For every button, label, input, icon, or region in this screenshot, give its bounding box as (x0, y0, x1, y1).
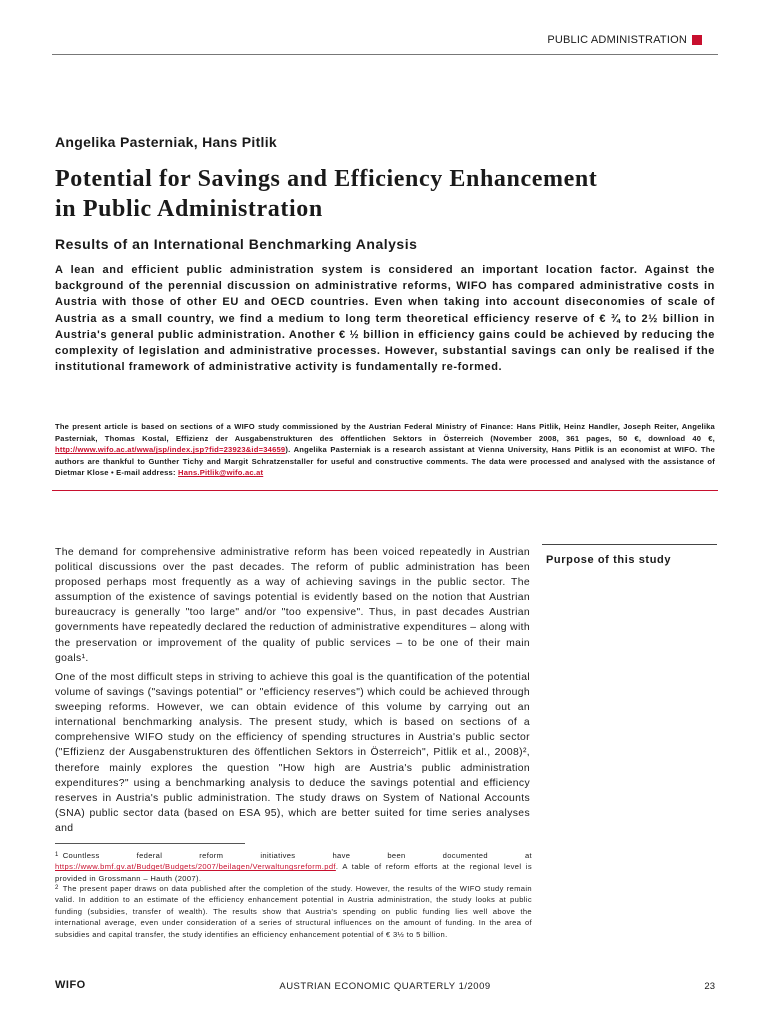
article-subtitle: Results of an International Benchmarking Analysis (55, 236, 418, 252)
source-note (55, 421, 715, 479)
footnote-text: The present paper draws on data published after the completion of the study. However, the results of the WIFO study remain valid. In addition to an estimate of the efficiency enhancement potential in Austria administration, the study looks at public funding (subsidies, transfer of wealth). The results show that Austria's spending on public funding lies well above the international average, even under consideration of a series of structural influences on the amount of funding. In the area of subsidies and capital transfer, the study identifies an efficiency enhancement potential of € 3½ to 5 billion. (55, 884, 532, 939)
header-divider (52, 54, 718, 55)
title-line-1: Potential for Savings and Efficiency Enhancement (55, 166, 598, 192)
side-heading: Purpose of this study (546, 554, 672, 566)
footnote-2 (55, 883, 532, 940)
study-link[interactable]: http://www.wifo.ac.at/wwa/jsp/index.jsp?fid=23923&id=34659 (55, 445, 286, 455)
footnote-number: 1 (55, 852, 59, 858)
abstract: A lean and efficient public administration system is considered an important location factor. Against the background of the perennial discussion on administrative reforms, WIFO has compared administrative costs in Austria with those of other EU and OECD countries. Even when taking into account diseconomies of scale of Austria as a small country, we find a medium to long term theoretical efficiency reserve of € ¾ to 2½ billion in Austria's general public administration. Another € ½ billion in efficiency gains could be achieved by reducing the complexity of legislation and administrative processes. However, substantial savings can only be realised if the institutional framework of administrative activity is fundamentally re-formed. (55, 264, 715, 374)
sidebar-divider (542, 544, 717, 545)
title-line-2: in Public Administration (55, 196, 323, 222)
wifo-logo: WIFO (55, 979, 86, 991)
section-label: PUBLIC ADMINISTRATION (547, 34, 687, 46)
red-square-icon (692, 35, 702, 45)
footnote-divider (55, 843, 245, 844)
footnote-1 (55, 850, 532, 884)
journal-name: AUSTRIAN ECONOMIC QUARTERLY 1/2009 (279, 981, 491, 992)
body-paragraph-1: The demand for comprehensive administrative reform has been voiced repeatedly in Austrian political discussions over the past decades. The reform of public administration has been proposed perhaps most frequently as a way of achieving savings in the public sector. The assumption of the existence of savings potential is evidently based on the notion that Austrian bureaucracy is generally "too large" and/or "too expensive". Thus, in past decades Austrian governments have repeatedly declared the reduction of administrative expenditures – along with the preservation or improvement of the quality of public services – to be one of their main goals¹. (55, 547, 530, 664)
footnote-link[interactable]: https://www.bmf.gv.at/Budget/Budgets/2007/beilagen/Verwaltungsreform.pdf (55, 862, 336, 872)
source-note-text-2: ). Angelika Pasterniak is a research assistant at Vienna University, Hans Pitlik is an economist at WIFO. The authors are thankful to Gunther Tichy and Margit Schratzenstaller for useful and constructive comments. The data were processed and analysed with the assistance of Dietmar Klose • E-mail address: (55, 445, 715, 478)
section-header (547, 34, 702, 46)
footnote-number: 2 (55, 885, 59, 891)
body-paragraph-2: One of the most difficult steps in striving to achieve this goal is the quantification of the potential volume of savings ("savings potential" or "efficiency reserves") which could be achieved through sweeping reforms. However, we can obtain evidence of this volume by carrying out an international benchmarking analysis. The present study, which is based on sections of a comprehensive WIFO study on the efficiency of spending structures in Austria's public sector ("Effizienz der Ausgabenstrukturen des öffentlichen Sektors in Österreich", Pitlik et al., 2008)², therefore mainly explores the question "How high are Austria's public administration expenditures?" using a benchmarking analysis to deduce the savings potential and efficiency reserves in Austria's public administration. The study draws on System of National Accounts (SNA) public sector data (based on ESA 95), which are better suited for time series analyses and (55, 672, 530, 834)
page-number: 23 (704, 981, 715, 992)
email-link[interactable]: Hans.Pitlik@wifo.ac.at (178, 468, 264, 478)
abstract-divider (52, 490, 718, 491)
footnote-text: Countless federal reform initiatives have been documented at (62, 851, 532, 860)
article-authors: Angelika Pasterniak, Hans Pitlik (55, 134, 278, 150)
source-note-text-1: The present article is based on sections of a WIFO study commissioned by the Austrian Federal Ministry of Finance: Hans Pitlik, Heinz Handler, Joseph Reiter, Angelika Pasterniak, Thomas Kostal, Effizienz der Ausgabenstrukturen des öffentlichen Sektors in Österreich (November 2008, 361 pages, 50 €, download 40 €, (55, 422, 715, 443)
footnote-text: . A table of reform efforts at the regional level is provided in Grossmann – Hauth (2007). (55, 862, 532, 883)
article-title (55, 164, 695, 224)
